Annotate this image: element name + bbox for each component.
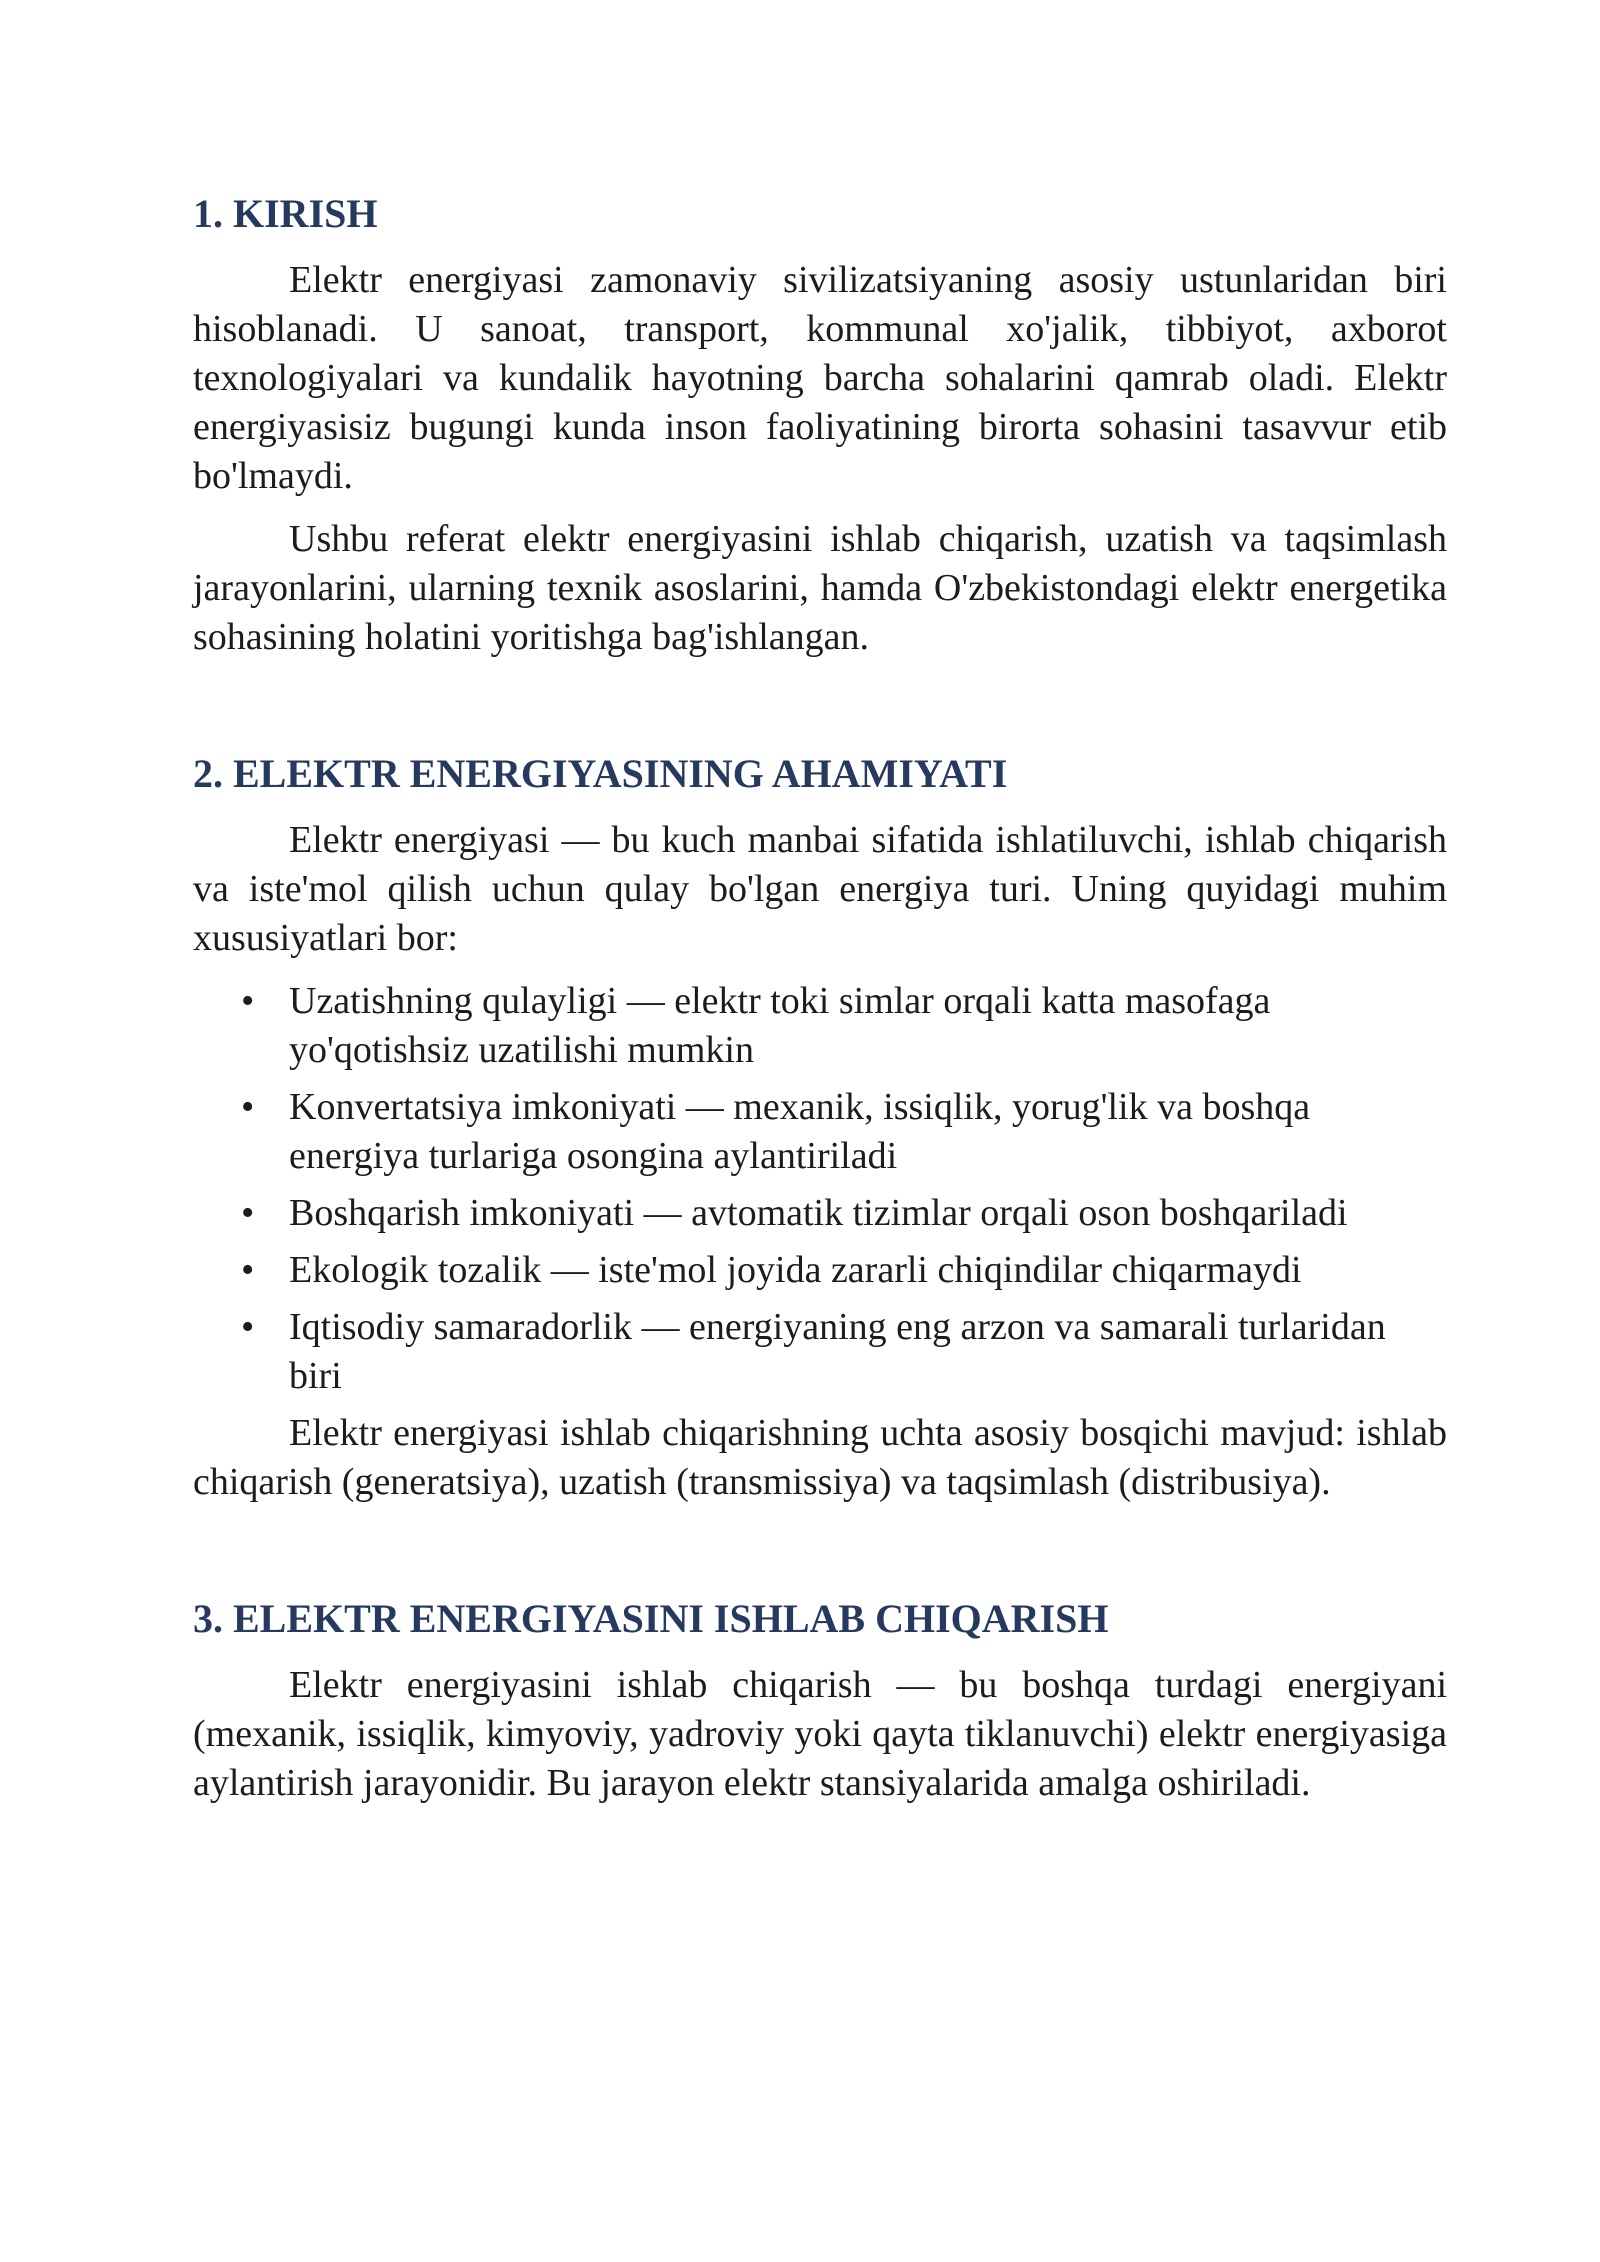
section-ahamiyati [193,750,1447,1507]
bullet-list [193,977,1447,1401]
list-item [193,1303,1447,1401]
list-item-text: Iqtisodiy samaradorlik — energiyaning eng arzon va samarali turlaridan biri [289,1306,1386,1397]
paragraph: Elektr energiyasi zamonaviy sivilizatsiyaning asosiy ustunlaridan biri hisoblanadi. U sanoat, transport, kommunal xo'jalik, tibbiyot, axborot texnologiyalari va kundalik hayotning barcha sohalarini qamrab oladi. Elektr energiyasisiz bugungi kunda inson faoliyatining birorta sohasini tasavvur etib bo'lmaydi. [193,259,1447,497]
document-page [193,190,1447,1822]
section-heading: 3. ELEKTR ENERGIYASINI ISHLAB CHIQARISH [193,1596,1109,1641]
section-heading: 2. ELEKTR ENERGIYASINING AHAMIYATI [193,751,1008,796]
paragraph: Ushbu referat elektr energiyasini ishlab chiqarish, uzatish va taqsimlash jarayonlarini, ularning texnik asoslarini, hamda O'zbekistondagi elektr energetika sohasining holatini yoritishga bag'ishlangan. [193,518,1447,658]
bullet-icon: • [241,1249,255,1291]
bullet-icon: • [241,1192,255,1234]
section-heading: 1. KIRISH [193,191,378,236]
bullet-icon: • [241,980,255,1022]
list-item [193,1083,1447,1181]
bullet-icon: • [241,1306,255,1348]
list-item [193,977,1447,1075]
paragraph: Elektr energiyasini ishlab chiqarish — bu boshqa turdagi energiyani (mexanik, issiqlik, kimyoviy, yadroviy yoki qayta tiklanuvchi) elektr energiyasiga aylantirish jarayonidir. Bu jarayon elektr stansiyalarida amalga oshiriladi. [193,1664,1447,1804]
list-item [193,1246,1447,1295]
list-item-text: Konvertatsiya imkoniyati — mexanik, issiqlik, yorug'lik va boshqa energiya turlariga osongina aylantiriladi [289,1086,1311,1177]
bullet-icon: • [241,1086,255,1128]
section-ishlab-chiqarish [193,1595,1447,1808]
section-kirish [193,190,1447,662]
paragraph: Elektr energiyasi ishlab chiqarishning uchta asosiy bosqichi mavjud: ishlab chiqarish (generatsiya), uzatish (transmissiya) va taqsimlash (distribusiya). [193,1412,1447,1503]
list-item-text: Uzatishning qulayligi — elektr toki simlar orqali katta masofaga yo'qotishsiz uzatilishi mumkin [289,980,1271,1071]
list-item-text: Ekologik tozalik — iste'mol joyida zararli chiqindilar chiqarmaydi [289,1249,1302,1291]
list-item [193,1189,1447,1238]
list-item-text: Boshqarish imkoniyati — avtomatik tizimlar orqali oson boshqariladi [289,1192,1348,1234]
paragraph: Elektr energiyasi — bu kuch manbai sifatida ishlatiluvchi, ishlab chiqarish va iste'mol qilish uchun qulay bo'lgan energiya turi. Uning quyidagi muhim xususiyatlari bor: [193,819,1447,959]
